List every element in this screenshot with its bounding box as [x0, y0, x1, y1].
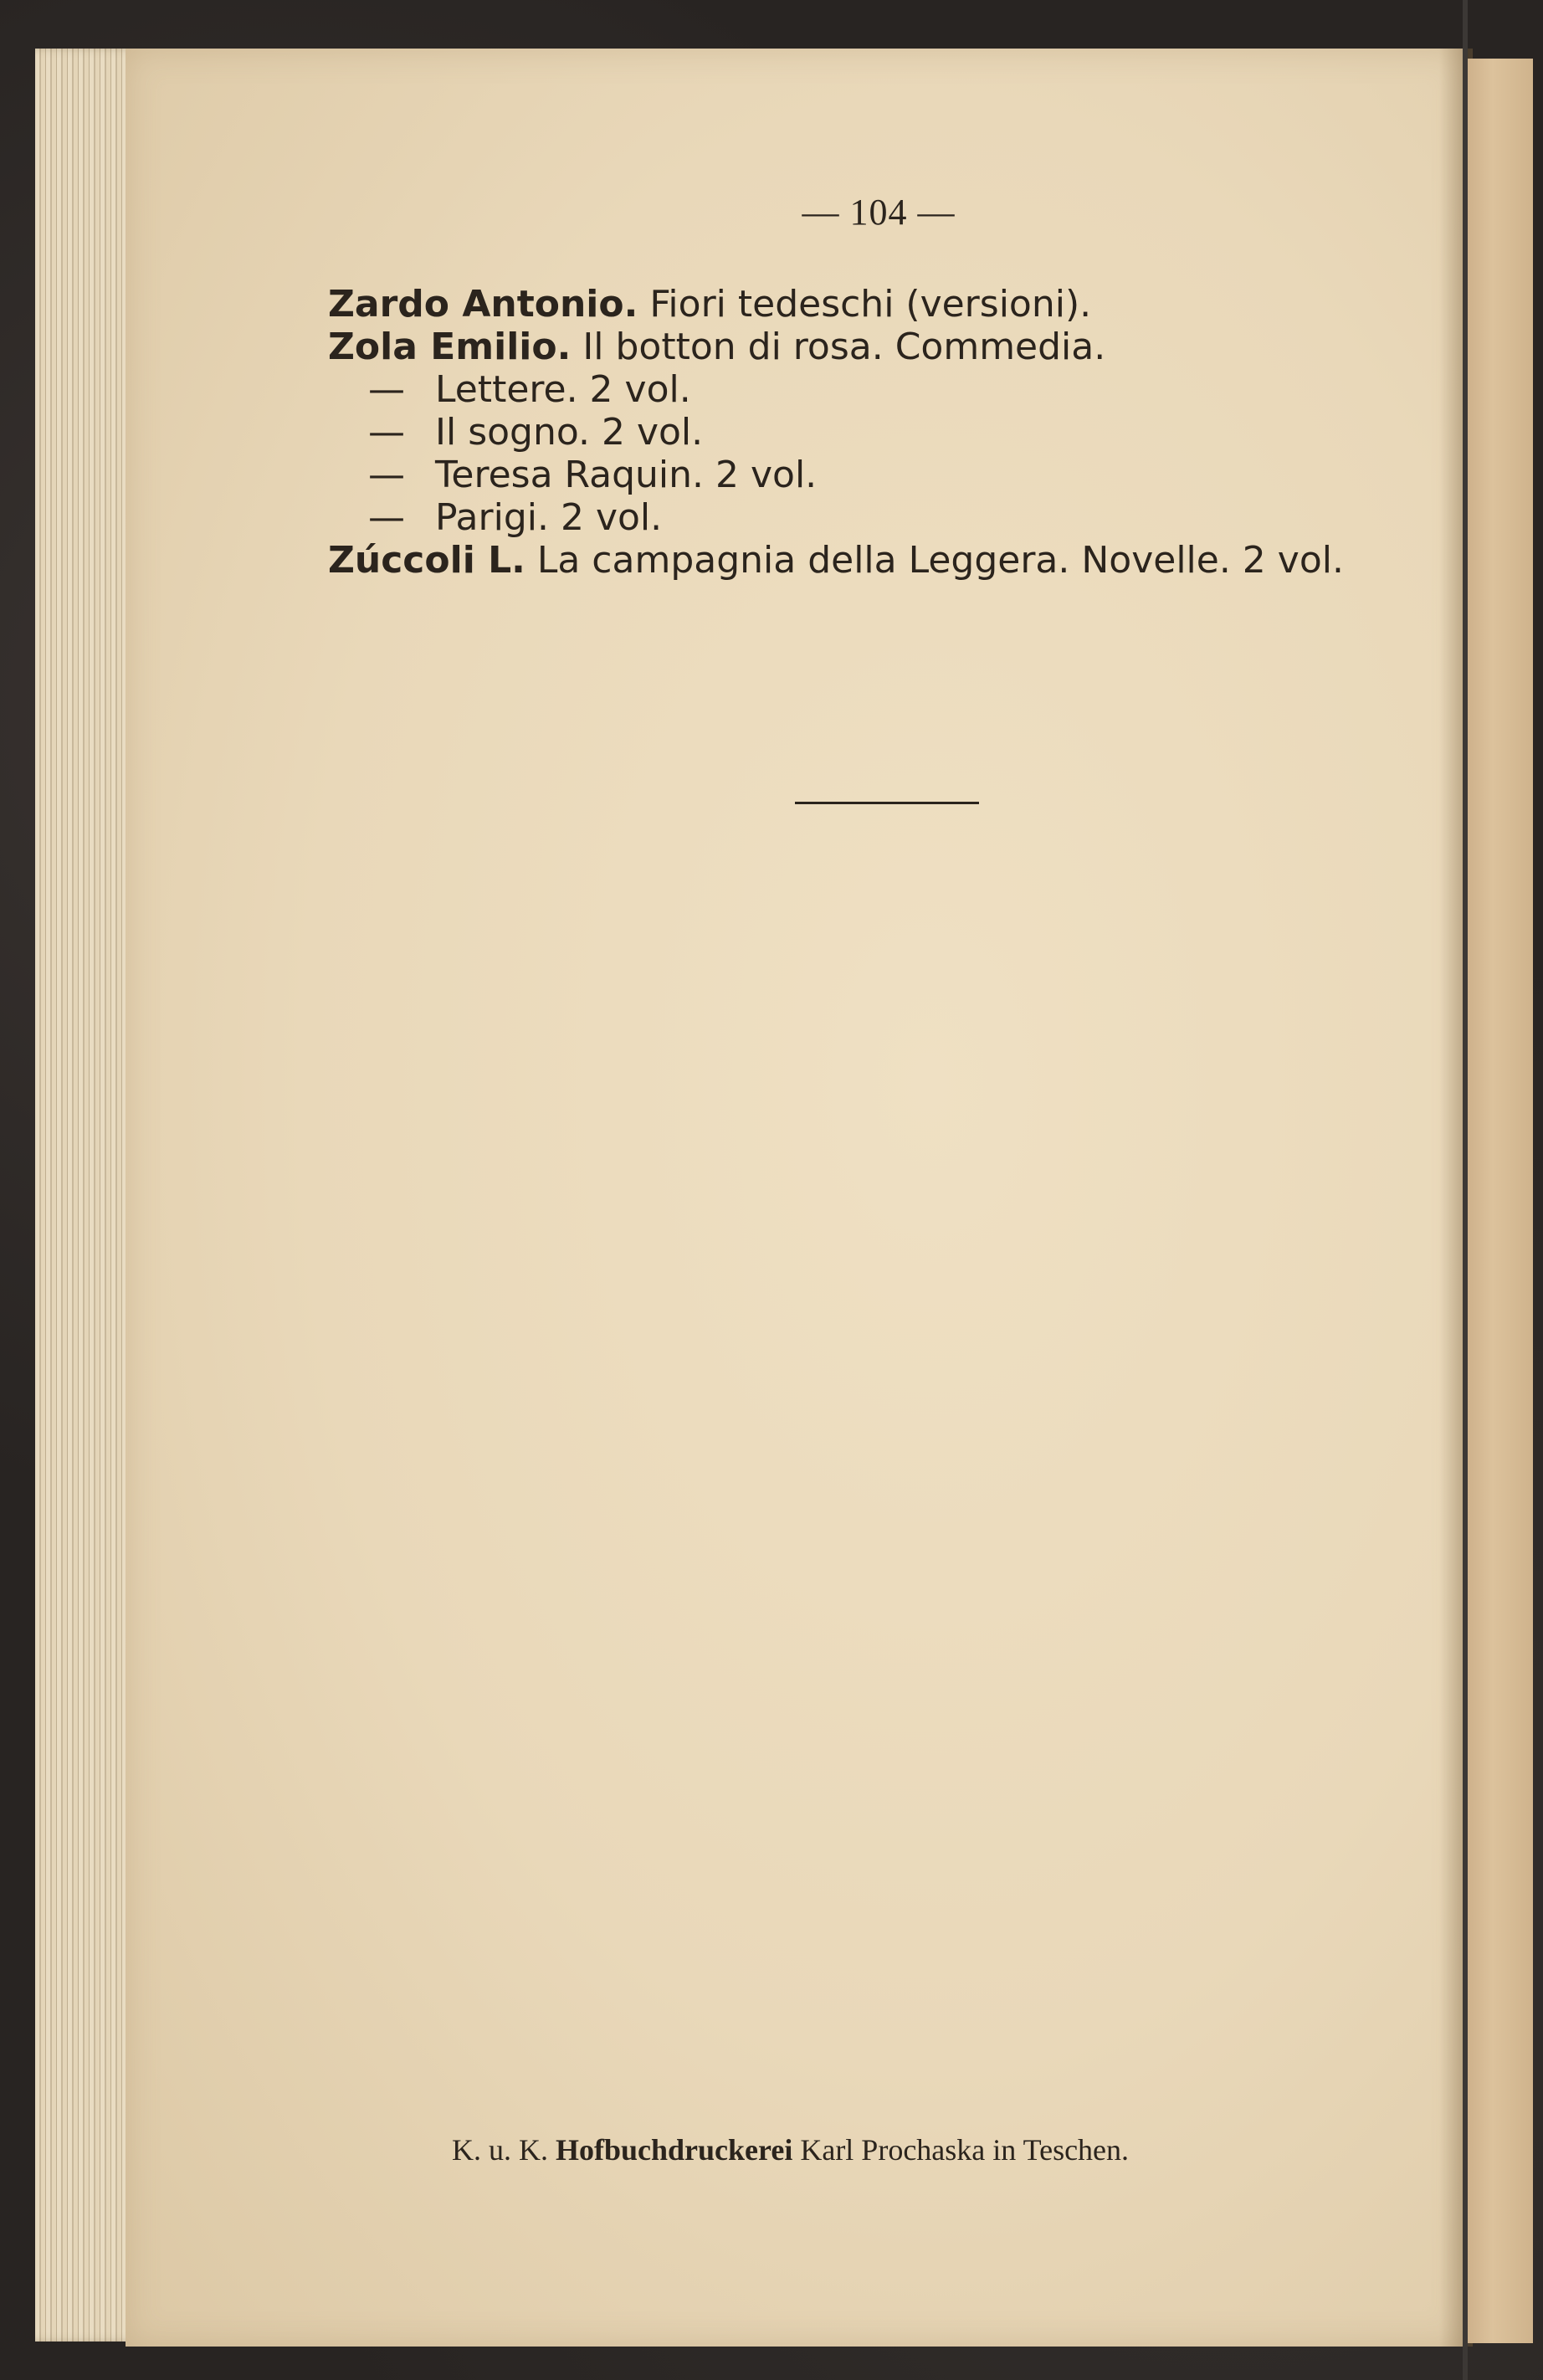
catalog-subentry	[328, 368, 1449, 411]
entry-author: Zola Emilio.	[328, 326, 572, 368]
ditto-dash: —	[368, 411, 405, 454]
ditto-dash: —	[368, 368, 405, 411]
catalog-subentry	[328, 411, 1449, 454]
ditto-dash: —	[368, 496, 405, 539]
entry-author: Zardo Antonio.	[328, 283, 638, 326]
entry-title: Teresa Raquin. 2 vol.	[435, 454, 818, 496]
catalog-subentry	[328, 454, 1449, 496]
facing-page-edge	[1466, 59, 1533, 2343]
ditto-dash: —	[368, 454, 405, 496]
catalog-entry	[328, 283, 1449, 326]
entry-author: Zúccoli L.	[328, 539, 525, 582]
imprint-prefix: K. u. K.	[452, 2133, 556, 2167]
catalog-subentry	[328, 496, 1449, 539]
catalog-entry	[328, 539, 1449, 582]
section-rule	[795, 802, 979, 804]
imprint-printer: Hofbuchdruckerei	[556, 2133, 793, 2167]
printer-imprint	[452, 2132, 1289, 2167]
imprint-suffix: Karl Prochaska in Teschen.	[792, 2133, 1130, 2167]
entry-title: Parigi. 2 vol.	[435, 496, 663, 539]
entry-title: La campagnia della Leggera. Novelle. 2 vol.	[525, 539, 1344, 582]
entry-title: Il sogno. 2 vol.	[435, 411, 704, 454]
binding	[1463, 0, 1468, 2380]
entry-title: Il botton di rosa. Commedia.	[571, 326, 1106, 368]
catalog-entries	[328, 283, 1449, 582]
entry-title: Lettere. 2 vol.	[435, 368, 691, 411]
page-number: — 104 —	[802, 192, 956, 233]
entry-title: Fiori tedeschi (versioni).	[638, 283, 1092, 326]
catalog-entry	[328, 326, 1449, 368]
